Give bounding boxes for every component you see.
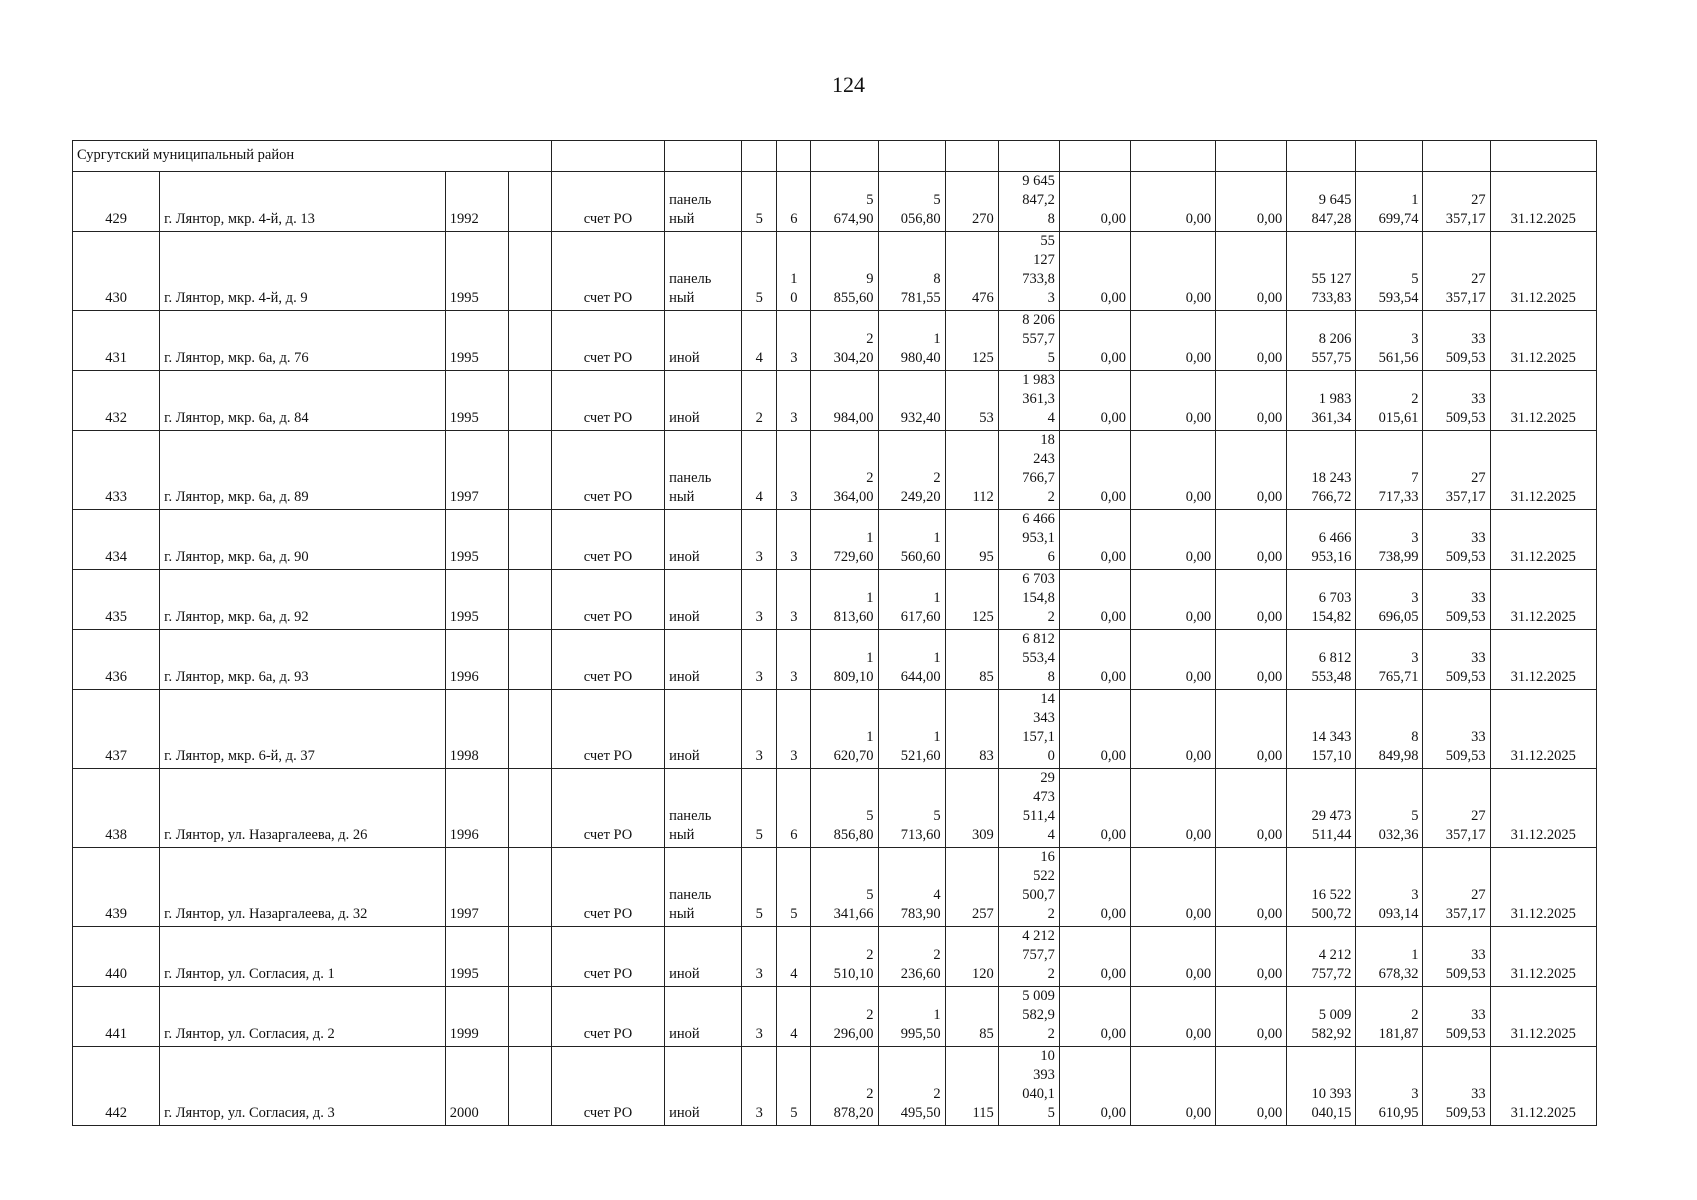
floors: 5	[742, 172, 777, 232]
repair-cost: 8 206 557,7 5	[998, 311, 1059, 371]
fund-federal: 0,00	[1059, 172, 1130, 232]
entrances: 3	[777, 630, 811, 690]
empty-cell	[508, 172, 551, 232]
total-area: 984,00	[811, 371, 878, 431]
empty-cell	[508, 769, 551, 848]
floors: 3	[742, 510, 777, 570]
address: г. Лянтор, мкр. 6а, д. 92	[160, 570, 446, 630]
residents: 115	[945, 1047, 998, 1126]
fund-federal: 0,00	[1059, 1047, 1130, 1126]
row-number: 433	[73, 431, 160, 510]
empty-cell	[508, 431, 551, 510]
total-cost: 1 983 361,34	[1287, 371, 1356, 431]
repair-cost: 55 127 733,8 3	[998, 232, 1059, 311]
entrances: 5	[777, 1047, 811, 1126]
floors: 4	[742, 311, 777, 371]
table-row	[73, 927, 1597, 987]
repair-cost: 16 522 500,7 2	[998, 848, 1059, 927]
wall-material: панель ный	[665, 431, 742, 510]
table-row	[73, 431, 1597, 510]
funding-source: счет РО	[551, 570, 664, 630]
cost-limit: 33 509,53	[1423, 690, 1490, 769]
entrances: 3	[777, 311, 811, 371]
floors: 2	[742, 371, 777, 431]
completion-date: 31.12.2025	[1490, 371, 1596, 431]
wall-material: иной	[665, 311, 742, 371]
cost-limit: 33 509,53	[1423, 311, 1490, 371]
total-area: 2 296,00	[811, 987, 878, 1047]
wall-material: иной	[665, 371, 742, 431]
table-body	[73, 141, 1597, 1126]
address: г. Лянтор, мкр. 4-й, д. 13	[160, 172, 446, 232]
table-row	[73, 630, 1597, 690]
funding-source: счет РО	[551, 172, 664, 232]
wall-material: панель ный	[665, 848, 742, 927]
repair-cost: 4 212 757,7 2	[998, 927, 1059, 987]
residents: 476	[945, 232, 998, 311]
table-row	[73, 1047, 1597, 1126]
living-area: 932,40	[878, 371, 945, 431]
table-row	[73, 172, 1597, 232]
fund-federal: 0,00	[1059, 927, 1130, 987]
table-row	[73, 311, 1597, 371]
funding-source: счет РО	[551, 630, 664, 690]
fund-regional: 0,00	[1130, 690, 1215, 769]
total-area: 5 856,80	[811, 769, 878, 848]
cost-limit: 33 509,53	[1423, 927, 1490, 987]
fund-regional: 0,00	[1130, 311, 1215, 371]
total-area: 5 674,90	[811, 172, 878, 232]
address: г. Лянтор, мкр. 6а, д. 84	[160, 371, 446, 431]
residents: 270	[945, 172, 998, 232]
year-built: 1995	[445, 371, 508, 431]
wall-material: панель ный	[665, 769, 742, 848]
empty-cell	[508, 232, 551, 311]
entrances: 5	[777, 848, 811, 927]
fund-regional: 0,00	[1130, 172, 1215, 232]
year-built: 1995	[445, 311, 508, 371]
total-cost: 29 473 511,44	[1287, 769, 1356, 848]
funding-source: счет РО	[551, 431, 664, 510]
fund-local: 0,00	[1216, 690, 1287, 769]
year-built: 1992	[445, 172, 508, 232]
total-area: 2 510,10	[811, 927, 878, 987]
funding-source: счет РО	[551, 371, 664, 431]
empty-cell	[508, 927, 551, 987]
row-number: 442	[73, 1047, 160, 1126]
entrances: 1 0	[777, 232, 811, 311]
address: г. Лянтор, ул. Назаргалеева, д. 32	[160, 848, 446, 927]
repair-cost: 6 812 553,4 8	[998, 630, 1059, 690]
total-cost: 9 645 847,28	[1287, 172, 1356, 232]
entrances: 3	[777, 510, 811, 570]
floors: 3	[742, 690, 777, 769]
page-number: 124	[832, 72, 865, 97]
total-cost: 6 812 553,48	[1287, 630, 1356, 690]
residents: 85	[945, 630, 998, 690]
fund-regional: 0,00	[1130, 987, 1215, 1047]
residents: 120	[945, 927, 998, 987]
funding-source: счет РО	[551, 232, 664, 311]
completion-date: 31.12.2025	[1490, 311, 1596, 371]
year-built: 1997	[445, 431, 508, 510]
floors: 3	[742, 987, 777, 1047]
specific-cost: 5 032,36	[1356, 769, 1423, 848]
total-area: 1 809,10	[811, 630, 878, 690]
cost-limit: 33 509,53	[1423, 1047, 1490, 1126]
floors: 3	[742, 630, 777, 690]
repair-cost: 5 009 582,9 2	[998, 987, 1059, 1047]
specific-cost: 3 093,14	[1356, 848, 1423, 927]
entrances: 3	[777, 570, 811, 630]
table-row	[73, 848, 1597, 927]
year-built: 1996	[445, 769, 508, 848]
repair-cost: 9 645 847,2 8	[998, 172, 1059, 232]
living-area: 2 236,60	[878, 927, 945, 987]
row-number: 431	[73, 311, 160, 371]
completion-date: 31.12.2025	[1490, 232, 1596, 311]
floors: 3	[742, 927, 777, 987]
table-row	[73, 232, 1597, 311]
cost-limit: 27 357,17	[1423, 431, 1490, 510]
total-area: 5 341,66	[811, 848, 878, 927]
row-number: 438	[73, 769, 160, 848]
cost-limit: 33 509,53	[1423, 570, 1490, 630]
residents: 125	[945, 311, 998, 371]
housing-register-table	[72, 140, 1597, 1126]
cost-limit: 33 509,53	[1423, 987, 1490, 1047]
row-number: 441	[73, 987, 160, 1047]
region-name: Сургутский муниципальный район	[73, 141, 552, 172]
cost-limit: 27 357,17	[1423, 848, 1490, 927]
living-area: 1 617,60	[878, 570, 945, 630]
living-area: 5 056,80	[878, 172, 945, 232]
living-area: 8 781,55	[878, 232, 945, 311]
residents: 125	[945, 570, 998, 630]
total-cost: 6 703 154,82	[1287, 570, 1356, 630]
empty-cell	[508, 371, 551, 431]
fund-federal: 0,00	[1059, 987, 1130, 1047]
repair-cost: 14 343 157,1 0	[998, 690, 1059, 769]
fund-local: 0,00	[1216, 232, 1287, 311]
funding-source: счет РО	[551, 927, 664, 987]
completion-date: 31.12.2025	[1490, 769, 1596, 848]
fund-federal: 0,00	[1059, 769, 1130, 848]
repair-cost: 6 466 953,1 6	[998, 510, 1059, 570]
table-row	[73, 690, 1597, 769]
total-cost: 18 243 766,72	[1287, 431, 1356, 510]
completion-date: 31.12.2025	[1490, 848, 1596, 927]
entrances: 3	[777, 690, 811, 769]
living-area: 1 521,60	[878, 690, 945, 769]
row-number: 440	[73, 927, 160, 987]
wall-material: иной	[665, 510, 742, 570]
fund-local: 0,00	[1216, 371, 1287, 431]
cost-limit: 27 357,17	[1423, 172, 1490, 232]
address: г. Лянтор, ул. Согласия, д. 1	[160, 927, 446, 987]
floors: 3	[742, 1047, 777, 1126]
entrances: 3	[777, 371, 811, 431]
floors: 5	[742, 848, 777, 927]
living-area: 1 995,50	[878, 987, 945, 1047]
floors: 4	[742, 431, 777, 510]
total-cost: 6 466 953,16	[1287, 510, 1356, 570]
fund-regional: 0,00	[1130, 510, 1215, 570]
repair-cost: 1 983 361,3 4	[998, 371, 1059, 431]
funding-source: счет РО	[551, 690, 664, 769]
address: г. Лянтор, мкр. 4-й, д. 9	[160, 232, 446, 311]
floors: 3	[742, 570, 777, 630]
entrances: 6	[777, 769, 811, 848]
address: г. Лянтор, ул. Назаргалеева, д. 26	[160, 769, 446, 848]
empty-cell	[508, 510, 551, 570]
table-row	[73, 510, 1597, 570]
fund-regional: 0,00	[1130, 371, 1215, 431]
repair-cost: 6 703 154,8 2	[998, 570, 1059, 630]
fund-regional: 0,00	[1130, 927, 1215, 987]
row-number: 436	[73, 630, 160, 690]
funding-source: счет РО	[551, 769, 664, 848]
specific-cost: 1 678,32	[1356, 927, 1423, 987]
residents: 53	[945, 371, 998, 431]
completion-date: 31.12.2025	[1490, 570, 1596, 630]
year-built: 2000	[445, 1047, 508, 1126]
fund-federal: 0,00	[1059, 690, 1130, 769]
year-built: 1995	[445, 510, 508, 570]
empty-cell	[508, 630, 551, 690]
completion-date: 31.12.2025	[1490, 510, 1596, 570]
entrances: 6	[777, 172, 811, 232]
fund-local: 0,00	[1216, 431, 1287, 510]
residents: 112	[945, 431, 998, 510]
living-area: 1 644,00	[878, 630, 945, 690]
completion-date: 31.12.2025	[1490, 1047, 1596, 1126]
specific-cost: 2 015,61	[1356, 371, 1423, 431]
total-area: 1 620,70	[811, 690, 878, 769]
fund-regional: 0,00	[1130, 1047, 1215, 1126]
empty-cell	[508, 848, 551, 927]
specific-cost: 3 765,71	[1356, 630, 1423, 690]
residents: 257	[945, 848, 998, 927]
table-row	[73, 371, 1597, 431]
cost-limit: 33 509,53	[1423, 371, 1490, 431]
cost-limit: 33 509,53	[1423, 510, 1490, 570]
total-area: 1 813,60	[811, 570, 878, 630]
year-built: 1997	[445, 848, 508, 927]
living-area: 2 495,50	[878, 1047, 945, 1126]
wall-material: иной	[665, 927, 742, 987]
living-area: 2 249,20	[878, 431, 945, 510]
empty-cell	[508, 311, 551, 371]
address: г. Лянтор, мкр. 6а, д. 90	[160, 510, 446, 570]
completion-date: 31.12.2025	[1490, 927, 1596, 987]
fund-local: 0,00	[1216, 769, 1287, 848]
total-cost: 8 206 557,75	[1287, 311, 1356, 371]
completion-date: 31.12.2025	[1490, 690, 1596, 769]
fund-local: 0,00	[1216, 987, 1287, 1047]
fund-regional: 0,00	[1130, 232, 1215, 311]
row-number: 432	[73, 371, 160, 431]
cost-limit: 27 357,17	[1423, 769, 1490, 848]
repair-cost: 18 243 766,7 2	[998, 431, 1059, 510]
specific-cost: 8 849,98	[1356, 690, 1423, 769]
empty-cell	[508, 570, 551, 630]
wall-material: иной	[665, 690, 742, 769]
year-built: 1996	[445, 630, 508, 690]
funding-source: счет РО	[551, 848, 664, 927]
living-area: 1 560,60	[878, 510, 945, 570]
total-cost: 5 009 582,92	[1287, 987, 1356, 1047]
cost-limit: 27 357,17	[1423, 232, 1490, 311]
floors: 5	[742, 769, 777, 848]
fund-federal: 0,00	[1059, 630, 1130, 690]
total-area: 2 878,20	[811, 1047, 878, 1126]
fund-regional: 0,00	[1130, 848, 1215, 927]
wall-material: панель ный	[665, 232, 742, 311]
row-number: 439	[73, 848, 160, 927]
wall-material: иной	[665, 1047, 742, 1126]
completion-date: 31.12.2025	[1490, 172, 1596, 232]
wall-material: панель ный	[665, 172, 742, 232]
fund-local: 0,00	[1216, 848, 1287, 927]
empty-cell	[508, 690, 551, 769]
total-cost: 10 393 040,15	[1287, 1047, 1356, 1126]
fund-local: 0,00	[1216, 510, 1287, 570]
specific-cost: 3 610,95	[1356, 1047, 1423, 1126]
fund-local: 0,00	[1216, 172, 1287, 232]
fund-regional: 0,00	[1130, 630, 1215, 690]
address: г. Лянтор, мкр. 6а, д. 76	[160, 311, 446, 371]
specific-cost: 5 593,54	[1356, 232, 1423, 311]
completion-date: 31.12.2025	[1490, 987, 1596, 1047]
address: г. Лянтор, ул. Согласия, д. 3	[160, 1047, 446, 1126]
total-cost: 14 343 157,10	[1287, 690, 1356, 769]
funding-source: счет РО	[551, 987, 664, 1047]
fund-federal: 0,00	[1059, 311, 1130, 371]
year-built: 1995	[445, 570, 508, 630]
fund-federal: 0,00	[1059, 232, 1130, 311]
funding-source: счет РО	[551, 1047, 664, 1126]
fund-local: 0,00	[1216, 630, 1287, 690]
wall-material: иной	[665, 987, 742, 1047]
empty-cell	[508, 1047, 551, 1126]
year-built: 1998	[445, 690, 508, 769]
living-area: 4 783,90	[878, 848, 945, 927]
table-row	[73, 570, 1597, 630]
table-row	[73, 987, 1597, 1047]
completion-date: 31.12.2025	[1490, 630, 1596, 690]
year-built: 1999	[445, 987, 508, 1047]
fund-local: 0,00	[1216, 1047, 1287, 1126]
residents: 85	[945, 987, 998, 1047]
specific-cost: 7 717,33	[1356, 431, 1423, 510]
total-cost: 16 522 500,72	[1287, 848, 1356, 927]
fund-federal: 0,00	[1059, 848, 1130, 927]
address: г. Лянтор, мкр. 6а, д. 93	[160, 630, 446, 690]
address: г. Лянтор, ул. Согласия, д. 2	[160, 987, 446, 1047]
residents: 309	[945, 769, 998, 848]
row-number: 434	[73, 510, 160, 570]
repair-cost: 29 473 511,4 4	[998, 769, 1059, 848]
specific-cost: 1 699,74	[1356, 172, 1423, 232]
specific-cost: 3 561,56	[1356, 311, 1423, 371]
year-built: 1995	[445, 232, 508, 311]
residents: 83	[945, 690, 998, 769]
fund-regional: 0,00	[1130, 431, 1215, 510]
total-area: 2 364,00	[811, 431, 878, 510]
row-number: 435	[73, 570, 160, 630]
entrances: 3	[777, 431, 811, 510]
address: г. Лянтор, мкр. 6-й, д. 37	[160, 690, 446, 769]
wall-material: иной	[665, 570, 742, 630]
total-area: 2 304,20	[811, 311, 878, 371]
fund-regional: 0,00	[1130, 570, 1215, 630]
fund-federal: 0,00	[1059, 510, 1130, 570]
repair-cost: 10 393 040,1 5	[998, 1047, 1059, 1126]
region-row	[73, 141, 1597, 172]
fund-local: 0,00	[1216, 570, 1287, 630]
fund-federal: 0,00	[1059, 431, 1130, 510]
funding-source: счет РО	[551, 510, 664, 570]
year-built: 1995	[445, 927, 508, 987]
total-cost: 4 212 757,72	[1287, 927, 1356, 987]
row-number: 430	[73, 232, 160, 311]
living-area: 5 713,60	[878, 769, 945, 848]
row-number: 429	[73, 172, 160, 232]
specific-cost: 3 738,99	[1356, 510, 1423, 570]
fund-local: 0,00	[1216, 927, 1287, 987]
floors: 5	[742, 232, 777, 311]
address: г. Лянтор, мкр. 6а, д. 89	[160, 431, 446, 510]
cost-limit: 33 509,53	[1423, 630, 1490, 690]
total-area: 1 729,60	[811, 510, 878, 570]
specific-cost: 3 696,05	[1356, 570, 1423, 630]
empty-cell	[508, 987, 551, 1047]
fund-federal: 0,00	[1059, 570, 1130, 630]
fund-federal: 0,00	[1059, 371, 1130, 431]
total-cost: 55 127 733,83	[1287, 232, 1356, 311]
wall-material: иной	[665, 630, 742, 690]
table-row	[73, 769, 1597, 848]
funding-source: счет РО	[551, 311, 664, 371]
completion-date: 31.12.2025	[1490, 431, 1596, 510]
entrances: 4	[777, 927, 811, 987]
total-area: 9 855,60	[811, 232, 878, 311]
residents: 95	[945, 510, 998, 570]
fund-regional: 0,00	[1130, 769, 1215, 848]
fund-local: 0,00	[1216, 311, 1287, 371]
living-area: 1 980,40	[878, 311, 945, 371]
row-number: 437	[73, 690, 160, 769]
specific-cost: 2 181,87	[1356, 987, 1423, 1047]
entrances: 4	[777, 987, 811, 1047]
